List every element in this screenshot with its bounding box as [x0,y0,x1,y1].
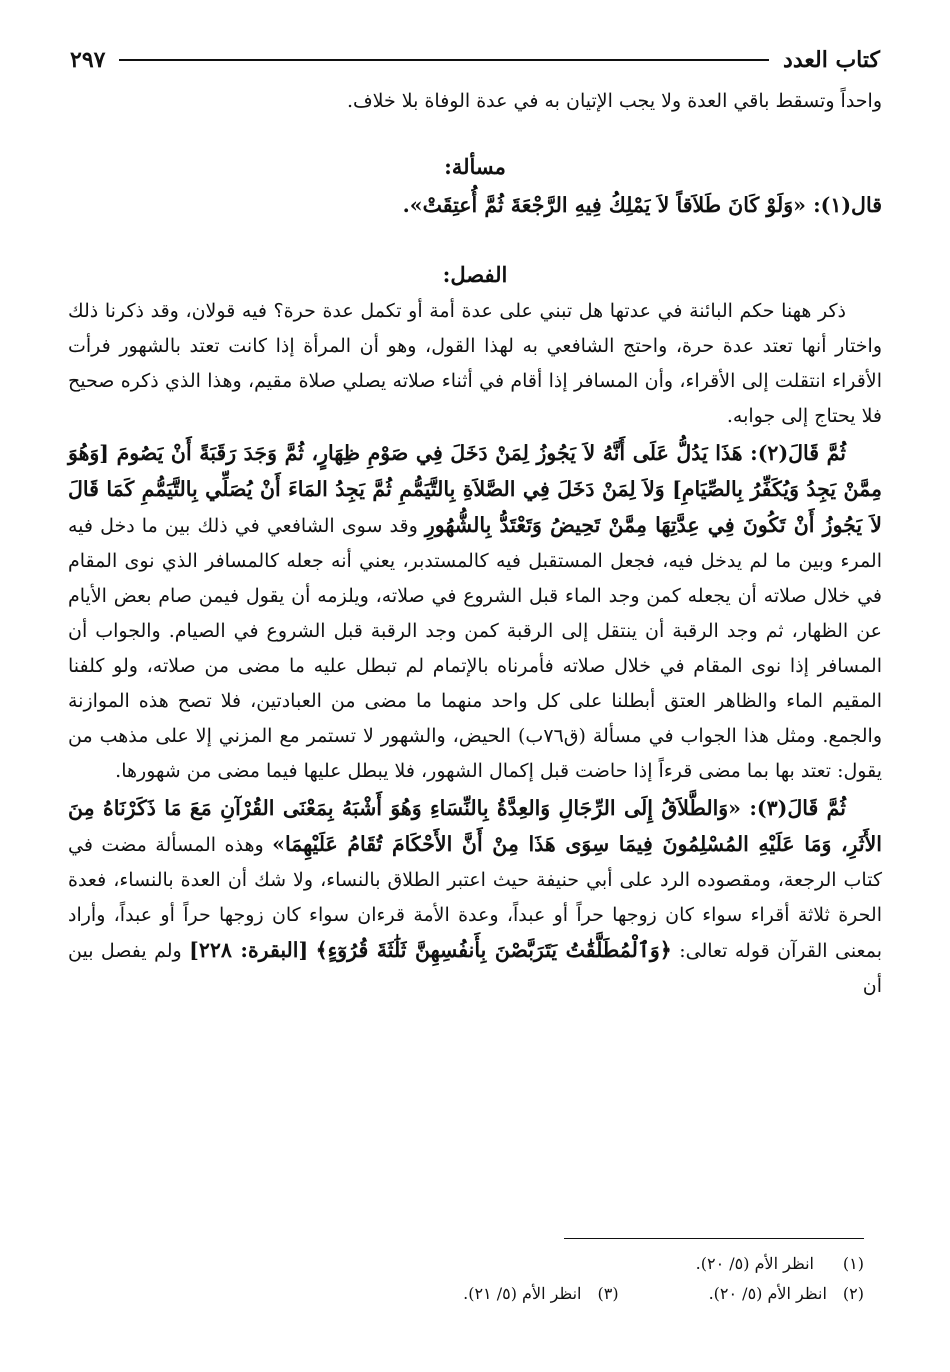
page-header [70,38,880,82]
paragraph-3 [68,791,882,1004]
surah-reference: [البقرة: ٢٢٨] [189,938,309,962]
footnotes [130,1238,864,1309]
paragraph-2-text: وقد سوى الشافعي في ذلك بين ما دخل فيه المرء وبين ما لم يدخل فيه، فجعل المستقبل فيه كالمستدبر، يعني أنه جعله كالمسافر الذي نوى المقام في خلال صلاته أن يجعله كمن وجد الماء قبل الشروع في صلاته، ويلزمه أن يقول فيمن صام بعض الأيام عن الظهار، ثم وجد الرقبة أن ينتقل إلى الرقبة كمن وجد الرقبة قبل الشروع في الصيام. والجواب أن المسافر إذا نوى المقام في خلال صلاته فأمرناه بالإتمام لم تبطل عليه ما مضى من صلاته، ولو كلفنا المقيم الماء والظاهر العتق أبطلنا على كل واحد منهما ما مضى من العبادتين، فلا تصح هذه الموازنة والجمع. ومثل هذا الجواب في مسألة (ق٧٦ب) الحيض، والشهور لا تستمر مع المزني إلا على مذهب من يقول: تعتد بها بما مضى قرءاً إذا حاضت قبل إكمال الشهور، فلا يبطل عليها فيما مضى من شهورها. [68,515,882,782]
page-number: ٢٩٧ [70,47,106,73]
paragraph-3-text: وهذه المسألة مضت في كتاب الرجعة، ومقصوده الرد على أبي حنيفة حيث اعتبر الطلاق بالنساء، ولا شك أن العدة بالنساء، فعدة الحرة ثلاثة أقراء سواء كان زوجها حراً أو عبداً، وعدة الأمة قرءان سواء كان زوجها حراً أو عبداً، وأراد بمعنى القرآن قوله تعالى: [68,834,882,962]
footnote-3 [463,1279,618,1309]
footnote-number: (١) [842,1254,864,1273]
masala-quote: قال(١): «وَلَوْ كَانَ طَلاَقاً لاَ يَمْلِكُ فِيهِ الرَّجْعَةَ ثُمَّ أُعتِقَتْ». [402,193,882,217]
header-rule [119,59,769,61]
quran-ayah: ﴿وَٱلْمُطَلَّقَٰتُ يَتَرَبَّصْنَ بِأَنفُسِهِنَّ ثَلَٰثَةَ قُرُوٓءٍ﴾ [315,938,672,962]
footnote-row-2 [130,1279,864,1309]
footnote-number: (٣) [597,1284,619,1303]
footnote-number: (٢) [842,1284,864,1303]
fasl-heading: الفصل: [442,262,508,287]
paragraph-1: ذكر ههنا حكم البائنة في عدتها هل تبني على عدة أمة أو تكمل عدة حرة؟ فيه قولان، وقد ذكرنا ذلك واختار أنها تعتد عدة حرة، واحتج الشافعي به لهذا القول، وهو أن المرأة إذا كانت تعتد بالشهور فرأت الأقراء انتقلت إلى الأقراء، وأن المسافر إذا أقام في أثناء صلاته يصلي صلاة مقيم، وهذا الذي ذكره صحيح فلا يحتاج إلى جوابه. [68,300,882,427]
footnote-1 [130,1249,864,1279]
paragraph-2-quote: ثُمَّ قَالَ(٢): هَذَا يَدُلُّ عَلَى أَنَّهُ لاَ يَجُوزُ لِمَنْ دَخَلَ فِي صَوْمِ ظِهَارٍ، ثُمَّ وَجَدَ رَقَبَةً أَنْ يَصُومَ [وَهُوَ مِمَّنْ يَجِدُ وَيُكَفِّرُ بِالصِّيَامِ] وَلاَ لِمَنْ دَخَلَ فِي الصَّلاَةِ بِالتَّيَمُّمِ ثُمَّ يَجِدُ المَاءَ أَنْ يُصَلِّي بِالتَّيَمُّمِ كَمَا قَالَ لاَ يَجُوزُ أَنْ تَكُونَ فِي عِدَّتِهَا مِمَّنْ تَحِيضُ وَتَعْتَدُّ بِالشُّهُورِ [68,441,882,537]
masala-heading: مسألة: [444,154,506,179]
footnote-text: انظر الأم (٥/ ٢٠). [708,1284,827,1303]
intro-paragraph: واحداً وتسقط باقي العدة ولا يجب الإتيان به في عدة الوفاة بلا خلاف. [346,90,882,112]
paragraph-2 [68,436,882,789]
footnote-text: انظر الأم (٥/ ٢٠). [695,1254,814,1273]
footnote-2 [709,1279,864,1309]
paragraph-3-quote: ثُمَّ قَالَ(٣): «وَالطَّلاَقُ إِلَى الرِّجَالِ وَالعِدَّةُ بِالنِّسَاءِ وَهُوَ أَشْبَهُ بِمَعْنَى القُرْآنِ مَعَ مَا ذَكَرْنَاهُ مِنَ الأَثَرِ، وَمَا عَلَيْهِ المُسْلِمُونَ فِيمَا سِوَى هَذَا مِنْ أَنَّ الأَحْكَامَ تُقَامُ عَلَيْهِمَا» [68,796,882,856]
paragraph-3-tail: ولم يفصل بين أن [68,940,882,997]
footnote-text: انظر الأم (٥/ ٢١). [463,1284,582,1303]
footnote-separator [564,1238,864,1239]
book-title: كتاب العدد [783,47,880,73]
main-text [68,84,882,1004]
